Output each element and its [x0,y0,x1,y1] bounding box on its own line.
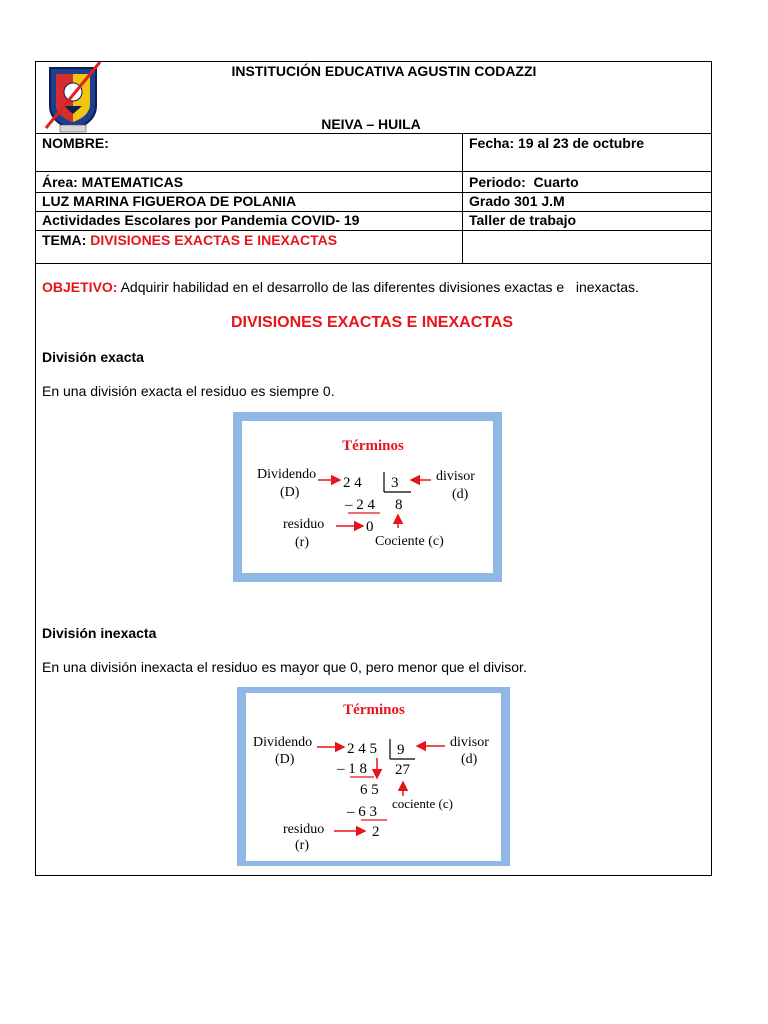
dividend-symbol: (D) [275,752,295,767]
dividendo-label: Dividendo [257,467,317,482]
table-column-divider [462,133,463,264]
table-divider [35,263,712,264]
quotient-value: 27 [395,762,410,778]
area-value: Área: MATEMATICAS [42,174,184,190]
dividend-value: 2 4 5 [347,741,377,757]
cociente-label: Cociente (c) [375,534,444,549]
figure-title: Términos [342,438,404,454]
objetivo-line [42,279,639,295]
partial-value: 6 5 [360,782,379,798]
inexacta-diagram [237,687,510,866]
dividend-value: 2 4 [343,475,362,491]
exacta-diagram [233,412,502,582]
institution-name: INSTITUCIÓN EDUCATIVA AGUSTIN CODAZZI [231,63,537,79]
subtraction-value: – 2 4 [345,497,375,513]
divisor-symbol: (d) [461,752,478,767]
subtraction-value: – 1 8 [337,761,367,777]
actividades-text: Actividades Escolares por Pandemia COVID- 19 [42,212,360,228]
inexacta-text: En una división inexacta el residuo es mayor que 0, pero menor que el divisor. [42,659,527,675]
tema-row [42,232,337,248]
teacher-name: LUZ MARINA FIGUEROA DE POLANIA [42,193,297,209]
table-divider [35,171,712,172]
divisor-value: 3 [391,475,399,491]
table-divider [35,230,712,231]
residuo-label: residuo [283,517,325,532]
table-divider [35,133,712,134]
remainder-symbol: (r) [295,535,309,550]
fecha-value: Fecha: 19 al 23 de octubre [469,135,645,151]
residuo-label: residuo [283,822,325,837]
exacta-text: En una división exacta el residuo es siempre 0. [42,383,335,399]
main-title: DIVISIONES EXACTAS E INEXACTAS [230,314,514,331]
cociente-label: cociente (c) [392,796,453,811]
remainder-value: 2 [372,824,380,840]
dividendo-label: Dividendo [253,735,313,750]
exacta-heading: División exacta [42,349,144,365]
figure-title: Términos [343,702,405,718]
objetivo-label: OBJETIVO: [42,279,118,295]
dividend-symbol: (D) [280,485,300,500]
remainder-value: 0 [366,519,374,535]
remainder-symbol: (r) [295,838,309,853]
divisor-value: 9 [397,742,405,758]
divisor-label: divisor [450,735,489,750]
inexacta-heading: División inexacta [42,625,157,641]
divisor-label: divisor [436,469,475,484]
divisor-symbol: (d) [452,487,469,502]
tema-value: DIVISIONES EXACTAS E INEXACTAS [90,232,338,248]
objetivo-text: Adquirir habilidad en el desarrollo de las diferentes divisiones exactas e inexactas. [117,279,639,295]
subtraction-value: – 6 3 [347,804,377,820]
periodo-value: Periodo: Cuarto [469,174,579,190]
inexacta-figure [237,687,510,866]
grado-value: Grado 301 J.M [469,193,565,209]
city-name: NEIVA – HUILA [321,116,421,132]
tema-label: TEMA: [42,232,87,248]
nombre-label: NOMBRE: [42,135,109,151]
quotient-value: 8 [395,497,403,513]
taller-text: Taller de trabajo [469,212,577,228]
exacta-figure [233,412,502,582]
